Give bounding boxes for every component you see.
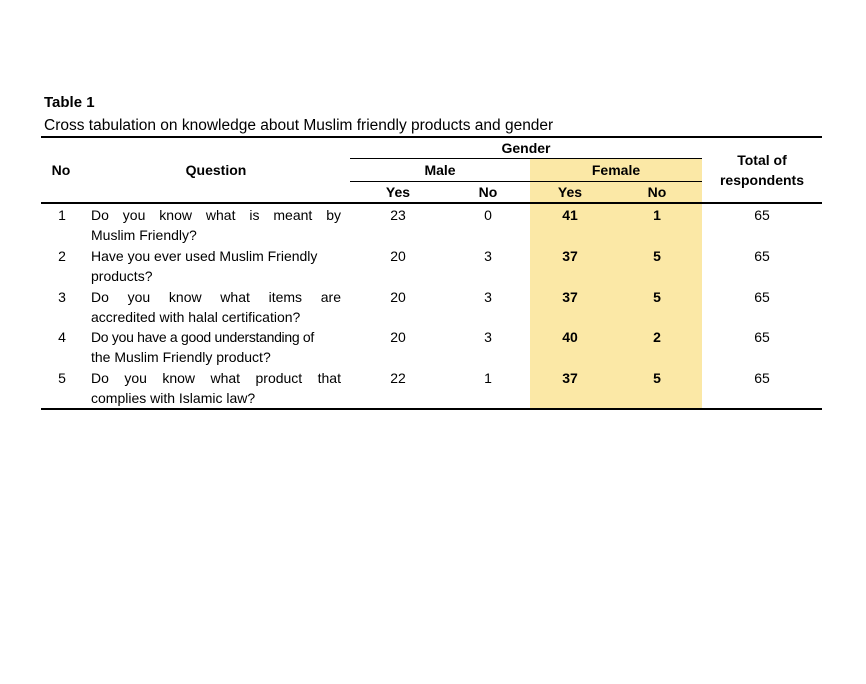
- question-line: products?: [91, 268, 153, 284]
- header-female-no: No: [647, 184, 667, 200]
- header-male: Male: [424, 162, 456, 178]
- row-no: 1: [58, 207, 66, 223]
- male-no-value: 0: [484, 207, 492, 223]
- male-yes-value: 20: [390, 329, 406, 345]
- header-no: No: [51, 162, 71, 178]
- header-male-yes: Yes: [385, 184, 411, 200]
- male-yes-value: 20: [390, 289, 406, 305]
- total-value: 65: [754, 329, 770, 345]
- female-yes-value: 37: [562, 248, 578, 264]
- question-line: Do you have a good understanding of: [91, 329, 315, 345]
- total-value: 65: [754, 207, 770, 223]
- question-line: complies with Islamic law?: [91, 390, 256, 406]
- question-line: the Muslim Friendly product?: [91, 349, 271, 365]
- gender-rule: [350, 158, 702, 159]
- bottom-rule: [41, 408, 822, 410]
- row-question: [91, 205, 341, 245]
- total-value: 65: [754, 248, 770, 264]
- row-no: 2: [58, 248, 66, 264]
- female-no-value: 2: [653, 329, 661, 345]
- male-no-value: 3: [484, 248, 492, 264]
- header-rule: [41, 202, 822, 204]
- question-line: Muslim Friendly?: [91, 227, 197, 243]
- female-yes-value: 41: [562, 207, 578, 223]
- male-no-value: 3: [484, 289, 492, 305]
- male-no-value: 3: [484, 329, 492, 345]
- header-gender: Gender: [501, 140, 551, 156]
- total-value: 65: [754, 289, 770, 305]
- header-female-yes: Yes: [557, 184, 583, 200]
- female-yes-value: 40: [562, 329, 578, 345]
- header-female: Female: [591, 162, 641, 178]
- male-no-value: 1: [484, 370, 492, 386]
- female-no-value: 5: [653, 370, 661, 386]
- header-total-line2: respondents: [719, 172, 804, 188]
- header-question: Question: [185, 162, 247, 178]
- row-no: 3: [58, 289, 66, 305]
- female-yes-value: 37: [562, 370, 578, 386]
- question-line: Do you know what items are: [91, 289, 341, 305]
- row-no: 4: [58, 329, 66, 345]
- row-no: 5: [58, 370, 66, 386]
- question-line: Have you ever used Muslim Friendly: [91, 248, 318, 264]
- table-label: Table 1: [44, 94, 95, 111]
- header-male-no: No: [478, 184, 498, 200]
- row-question: [91, 246, 341, 286]
- male-yes-value: 23: [390, 207, 406, 223]
- total-value: 65: [754, 370, 770, 386]
- male-yes-value: 22: [390, 370, 406, 386]
- row-question: [91, 327, 341, 367]
- female-no-value: 5: [653, 289, 661, 305]
- row-question: [91, 368, 341, 408]
- female-no-value: 1: [653, 207, 661, 223]
- table-title: Cross tabulation on knowledge about Muslim friendly products and gender: [44, 117, 554, 134]
- header-total-line1: Total of: [737, 152, 787, 168]
- row-question: [91, 287, 341, 327]
- question-line: Do you know what is meant by: [91, 207, 341, 223]
- male-yes-value: 20: [390, 248, 406, 264]
- female-no-value: 5: [653, 248, 661, 264]
- question-line: Do you know what product that: [91, 370, 341, 386]
- question-line: accredited with halal certification?: [91, 309, 301, 325]
- female-yes-value: 37: [562, 289, 578, 305]
